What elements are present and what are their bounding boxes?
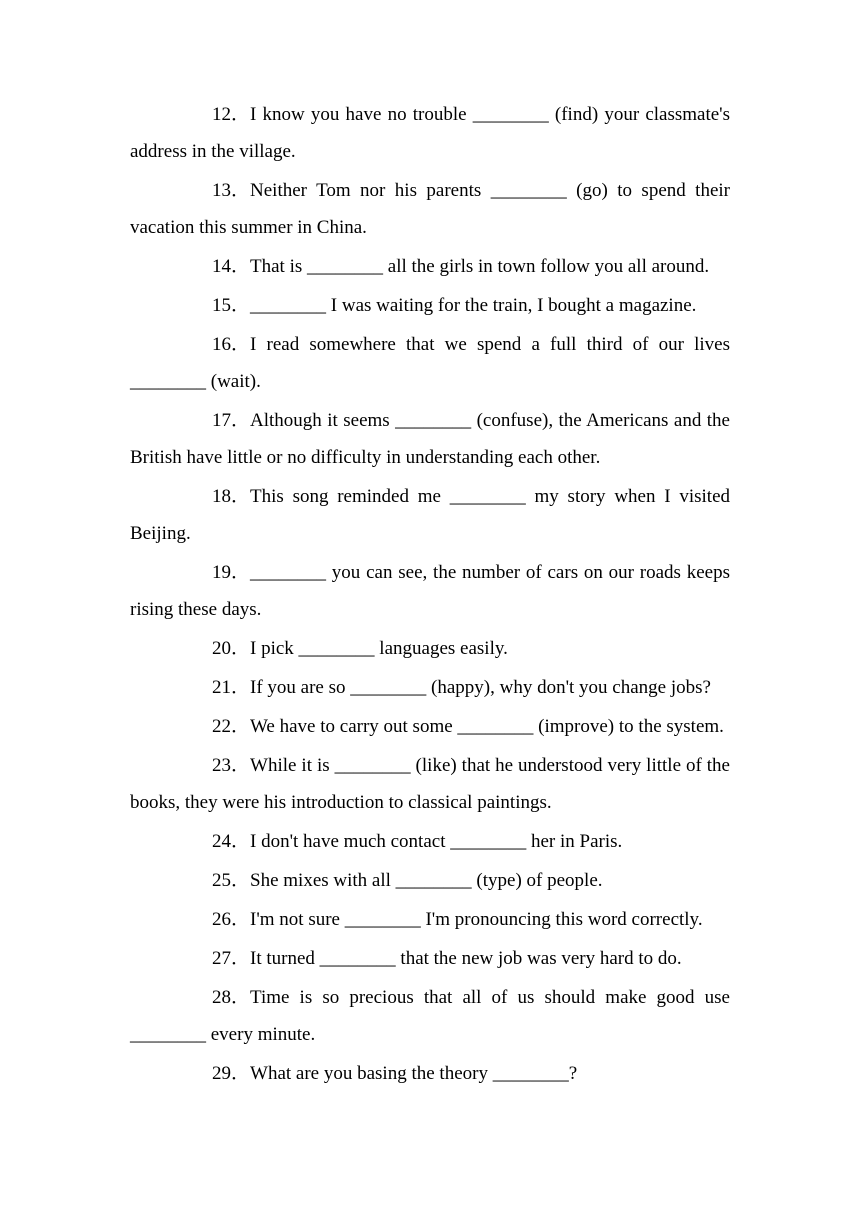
question-text: What are you basing the theory ________?	[250, 1063, 578, 1084]
question-20	[130, 630, 730, 667]
question-text: While it is ________ (like) that he understood very little of the books, they were his introduction to classical paintings.	[130, 755, 730, 813]
question-number: 13．	[212, 180, 251, 201]
question-16	[130, 326, 730, 400]
question-29	[130, 1055, 730, 1092]
question-number: 26．	[212, 909, 251, 930]
question-number: 18．	[212, 486, 251, 507]
question-14	[130, 248, 730, 285]
question-24	[130, 823, 730, 860]
question-26	[130, 901, 730, 938]
question-12	[130, 96, 730, 170]
question-text: This song reminded me ________ my story when I visited Beijing.	[130, 486, 730, 544]
question-15	[130, 287, 730, 324]
question-number: 15．	[212, 295, 251, 316]
question-28	[130, 979, 730, 1053]
question-number: 19．	[212, 562, 251, 583]
question-number: 12．	[212, 104, 251, 125]
question-text: That is ________ all the girls in town follow you all around.	[250, 256, 710, 277]
question-18	[130, 478, 730, 552]
question-text: Time is so precious that all of us should make good use ________ every minute.	[130, 987, 730, 1045]
question-text: She mixes with all ________ (type) of people.	[250, 870, 603, 891]
question-number: 23．	[212, 755, 251, 776]
question-text: I pick ________ languages easily.	[250, 638, 508, 659]
question-25	[130, 862, 730, 899]
question-13	[130, 172, 730, 246]
question-23	[130, 747, 730, 821]
question-number: 21．	[212, 677, 251, 698]
question-21	[130, 669, 730, 706]
question-text: Although it seems ________ (confuse), the Americans and the British have little or no difficulty in understanding each other.	[130, 410, 730, 468]
question-text: ________ I was waiting for the train, I bought a magazine.	[250, 295, 697, 316]
question-number: 20．	[212, 638, 251, 659]
question-text: We have to carry out some ________ (improve) to the system.	[250, 716, 724, 737]
question-number: 25．	[212, 870, 251, 891]
question-text: I'm not sure ________ I'm pronouncing this word correctly.	[250, 909, 703, 930]
question-number: 17．	[212, 410, 251, 431]
question-17	[130, 402, 730, 476]
question-number: 22．	[212, 716, 251, 737]
question-number: 24．	[212, 831, 251, 852]
question-text: I read somewhere that we spend a full third of our lives ________ (wait).	[130, 334, 730, 392]
question-text: It turned ________ that the new job was very hard to do.	[250, 948, 682, 969]
question-number: 29．	[212, 1063, 251, 1084]
question-number: 27．	[212, 948, 251, 969]
question-number: 14．	[212, 256, 251, 277]
question-22	[130, 708, 730, 745]
question-text: I know you have no trouble ________ (find) your classmate's address in the village.	[130, 104, 730, 162]
question-text: Neither Tom nor his parents ________ (go) to spend their vacation this summer in China.	[130, 180, 730, 238]
question-27	[130, 940, 730, 977]
question-number: 16．	[212, 334, 251, 355]
question-text: I don't have much contact ________ her in Paris.	[250, 831, 623, 852]
question-text: If you are so ________ (happy), why don't you change jobs?	[250, 677, 711, 698]
question-number: 28．	[212, 987, 251, 1008]
question-19	[130, 554, 730, 628]
exercise-page	[130, 96, 730, 1094]
question-text: ________ you can see, the number of cars on our roads keeps rising these days.	[130, 562, 730, 620]
